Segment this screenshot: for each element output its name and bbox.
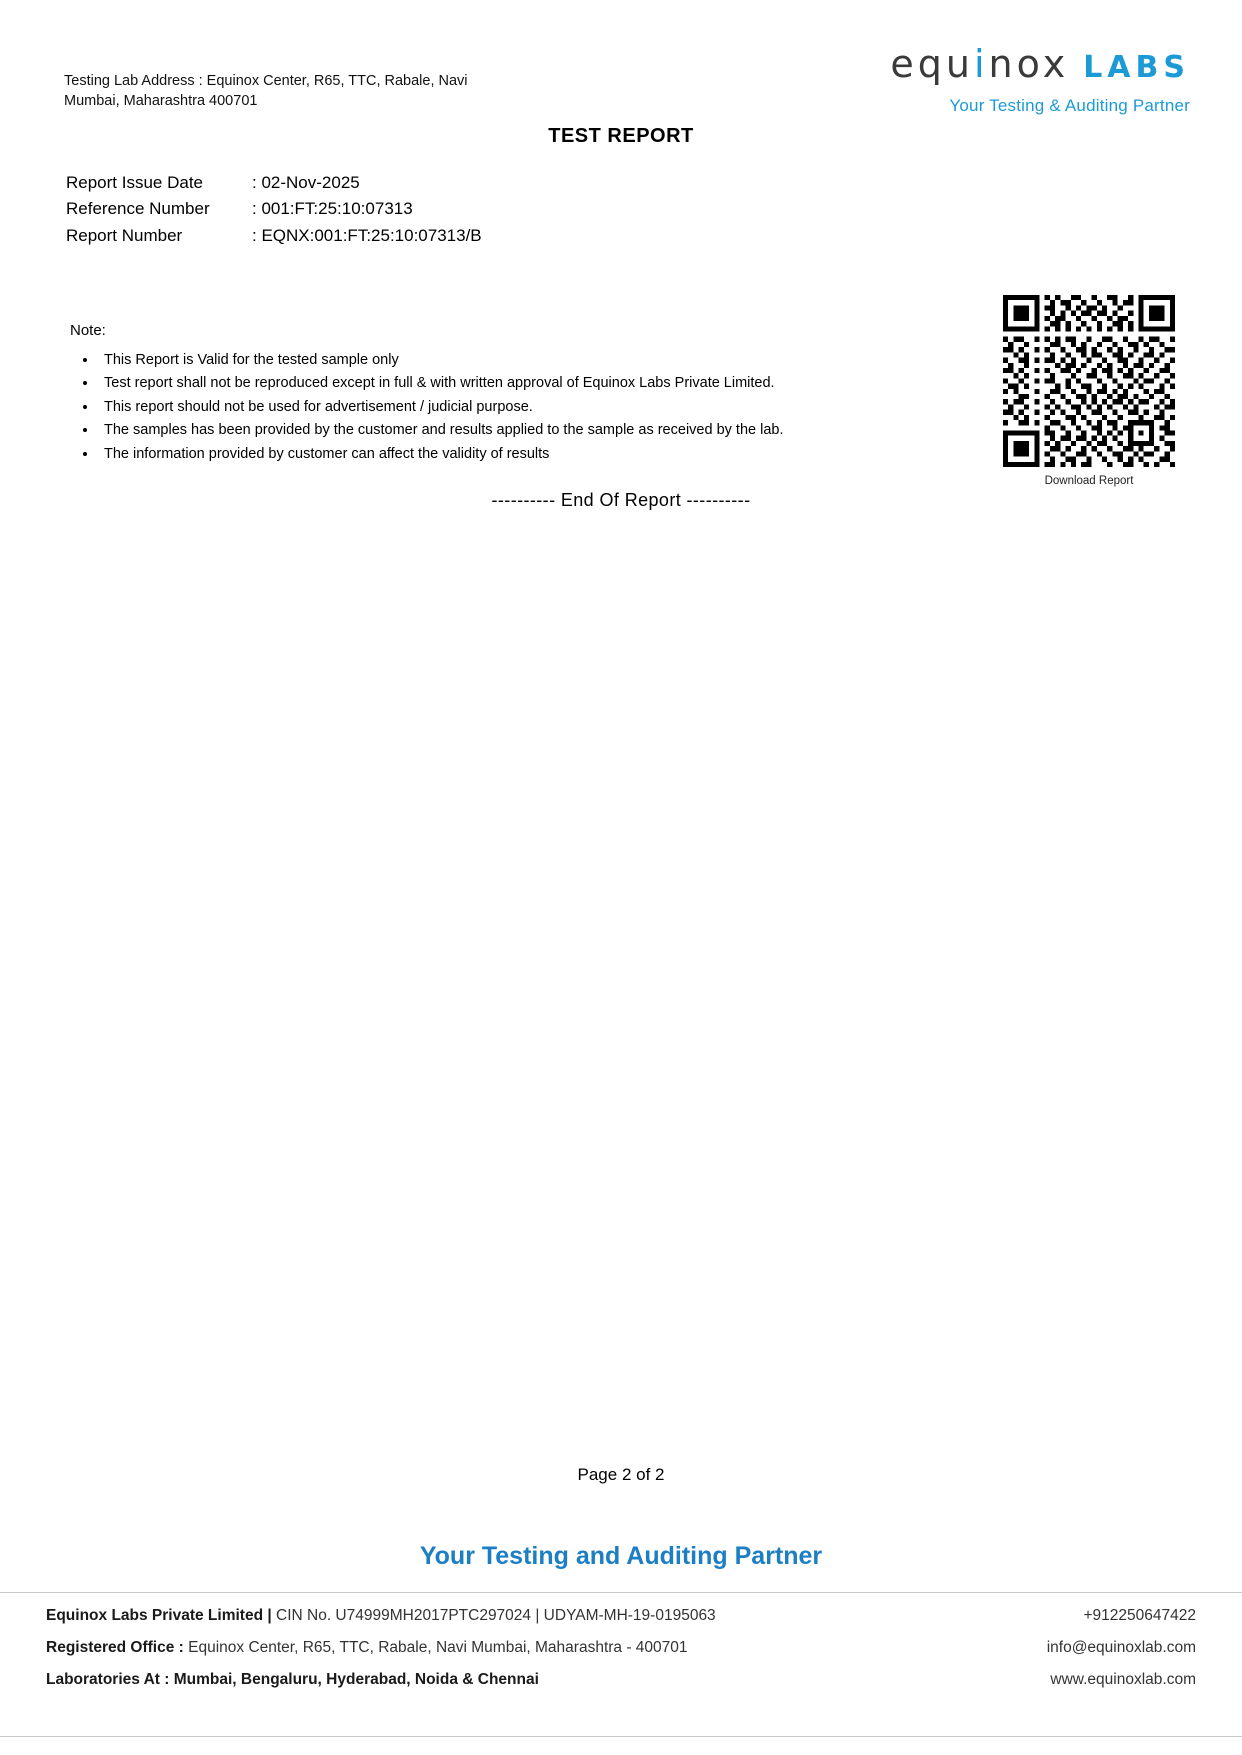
list-item: • Test report shall not be reproduced except in full & with written approval of Equinox Labs Private Limited.: [98, 372, 870, 395]
footer-slogan: Your Testing and Auditing Partner: [419, 1542, 823, 1570]
meta-row: [66, 196, 482, 222]
meta-row: [66, 170, 482, 196]
footer-company-ids: CIN No. U74999MH2017PTC297024 | UDYAM-MH-19-0195063: [271, 1607, 716, 1624]
list-item: • This Report is Valid for the tested sample only: [98, 349, 870, 372]
meta-value-report-number: : EQNX:001:FT:25:10:07313/B: [252, 225, 482, 245]
meta-value-report-issue-date: : 02-Nov-2025: [252, 173, 360, 192]
footer-labs-text: [46, 1671, 539, 1689]
footer-divider: [0, 1592, 1242, 1593]
footer-line-office: [46, 1632, 1196, 1664]
footer-labs-label: Laboratories At : Mumbai, Bengaluru, Hyderabad, Noida & Chennai: [46, 1671, 539, 1688]
qr-code-icon[interactable]: [1003, 295, 1175, 467]
meta-label-report-issue-date: Report Issue Date: [66, 173, 204, 192]
footer-company-name: Equinox Labs Private Limited |: [46, 1607, 272, 1624]
lab-address: Testing Lab Address : Equinox Center, R65, TTC, Rabale, Navi Mumbai, Maharashtra 400701: [64, 73, 468, 109]
meta-label-reference-number: Reference Number: [66, 199, 210, 219]
page-title: TEST REPORT: [548, 125, 694, 147]
download-report-qr[interactable]: [1003, 295, 1175, 487]
footer-website[interactable]: www.equinoxlab.com: [1050, 1671, 1196, 1688]
footer-phone[interactable]: +912250647422: [1083, 1607, 1196, 1624]
list-item: • The samples has been provided by the customer and results applied to the sample as received by the lab.: [98, 419, 870, 442]
brand-labs-word: LABS: [1083, 50, 1190, 85]
equinox-labs-logo: [770, 42, 1190, 116]
footer-office-label: Registered Office :: [46, 1639, 184, 1656]
meta-row: [66, 223, 482, 249]
brand-name-part2: nox: [988, 42, 1070, 86]
brand-tagline: Your Testing & Auditing Partner: [949, 96, 1190, 115]
meta-label-report-number: Report Number: [66, 225, 183, 245]
page-number: Page 2 of 2: [577, 1465, 665, 1484]
list-item: • This report should not be used for advertisement / judicial purpose.: [98, 396, 870, 419]
note-list: [70, 349, 870, 466]
footer-company-text: [46, 1607, 716, 1625]
brand-name-part1: equ: [890, 42, 974, 86]
brand-wordmark: [890, 42, 1069, 86]
qr-caption: Download Report: [1044, 475, 1134, 487]
list-item: • The information provided by customer can affect the validity of results: [98, 443, 870, 466]
footer-office-text: [46, 1639, 688, 1657]
report-meta: [66, 170, 482, 249]
meta-value-reference-number: : 001:FT:25:10:07313: [252, 199, 413, 219]
page-footer: [0, 1600, 1242, 1696]
brand-name-i: i: [973, 42, 989, 86]
note-section: [70, 322, 870, 466]
footer-bottom-divider: [0, 1736, 1242, 1737]
end-of-report: ---------- End Of Report ----------: [491, 490, 751, 510]
footer-email[interactable]: info@equinoxlab.com: [1046, 1639, 1196, 1656]
footer-line-company: [46, 1600, 1196, 1632]
note-title: Note:: [70, 322, 106, 339]
footer-office-address: Equinox Center, R65, TTC, Rabale, Navi Mumbai, Maharashtra - 400701: [183, 1639, 688, 1656]
footer-line-labs: [46, 1664, 1196, 1696]
